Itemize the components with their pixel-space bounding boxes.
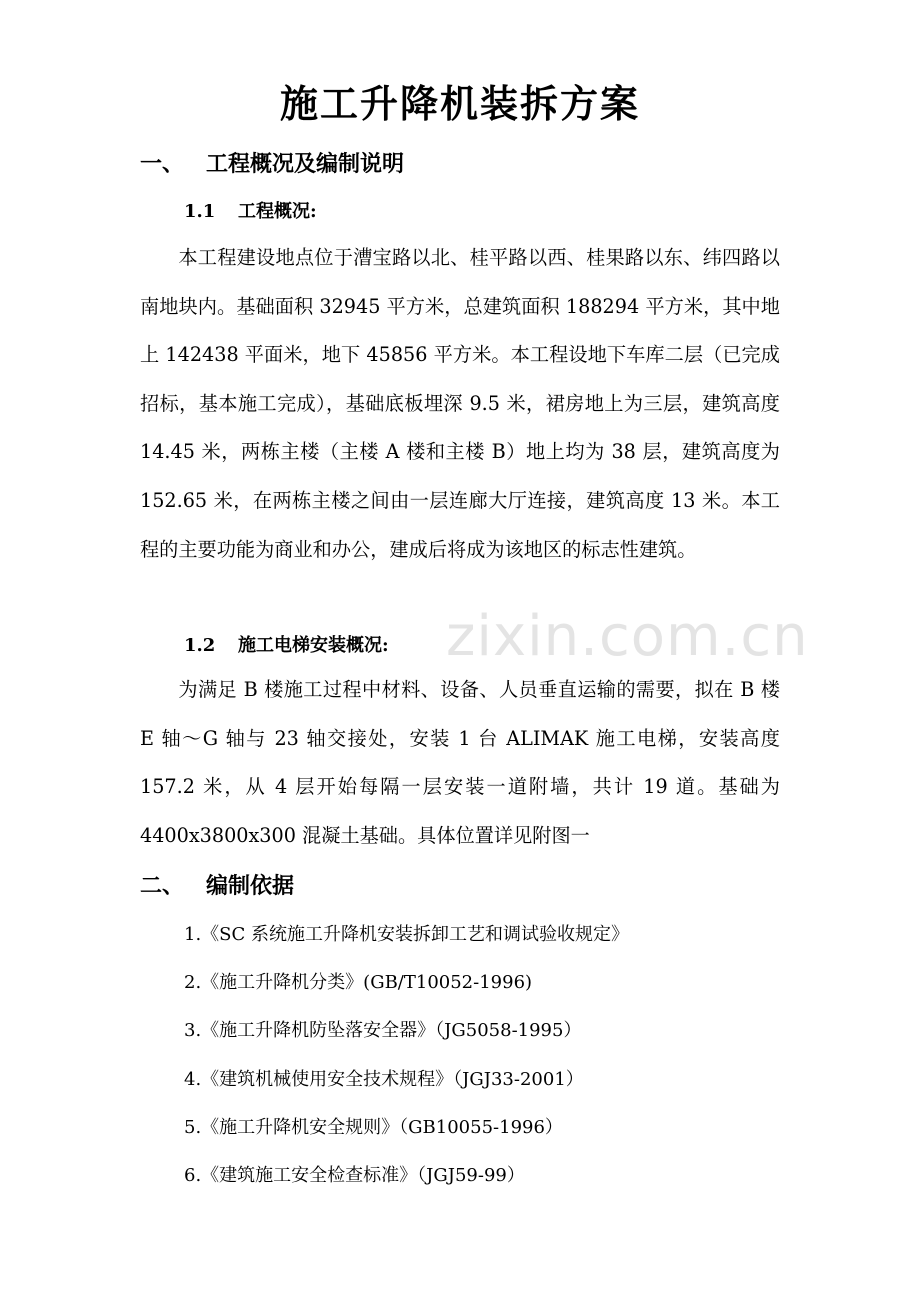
elevator-installation-paragraph: 为满足 B 楼施工过程中材料、设备、人员垂直运输的需要，拟在 B 楼 E 轴～G 轴与 23 轴交接处，安装 1 台 ALIMAK 施工电梯，安装高度 157.2 米，从 4 层开始每隔一层安装一道附墙，共计 19 道。基础为 4400x3800x300 混凝土基础。具体位置详见附图一 (140, 678, 780, 847)
project-overview-paragraph: 本工程建设地点位于漕宝路以北、桂平路以西、桂果路以东、纬四路以南地块内。基础面积 32945 平方米，总建筑面积 188294 平方米，其中地上 142438 平面米，地下 45856 平方米。本工程设地下车库二层（已完成招标，基本施工完成），基础底板埋深 9.5 米，裙房地上为三层，建筑高度 14.45 米，两栋主楼（主楼 A 楼和主楼 B）地上均为 38 层，建筑高度为 152.65 米，在两栋主楼之间由一层连廊大厅连接，建筑高度 13 米。本工程的主要功能为商业和办公，建成后将成为该地区的标志性建筑。 (140, 246, 780, 561)
section-2-number: 二、 (140, 873, 185, 899)
subsection-1-2-number: 1.2 (184, 635, 216, 656)
section-1-number: 一、 (140, 151, 185, 177)
subsection-1-2-heading (184, 632, 389, 660)
reference-item: 4.《建筑机械使用安全技术规程》（JGJ33-2001） (184, 1069, 584, 1090)
section-1-title: 工程概况及编制说明 (206, 151, 405, 177)
reference-item: 2.《施工升降机分类》(GB/T10052-1996) (184, 972, 533, 993)
section-1-heading (140, 148, 404, 180)
subsection-1-2-title: 施工电梯安装概况: (238, 635, 389, 656)
reference-item: 3.《施工升降机防坠落安全器》（JG5058-1995） (184, 1020, 582, 1041)
reference-item: 5.《施工升降机安全规则》（GB10055-1996） (184, 1117, 563, 1138)
subsection-1-1-number: 1.1 (184, 201, 216, 222)
subsection-1-1-heading (184, 198, 317, 226)
section-2-heading (140, 870, 294, 902)
document-title: 施工升降机装拆方案 (279, 81, 640, 126)
reference-item: 6.《建筑施工安全检查标准》（JGJ59-99） (184, 1165, 525, 1186)
watermark: zixin.com.cn (446, 604, 809, 669)
section-2-title: 编制依据 (206, 873, 295, 899)
reference-item: 1.《SC 系统施工升降机安装拆卸工艺和调试验收规定》 (184, 924, 629, 945)
subsection-1-1-title: 工程概况: (238, 201, 317, 222)
